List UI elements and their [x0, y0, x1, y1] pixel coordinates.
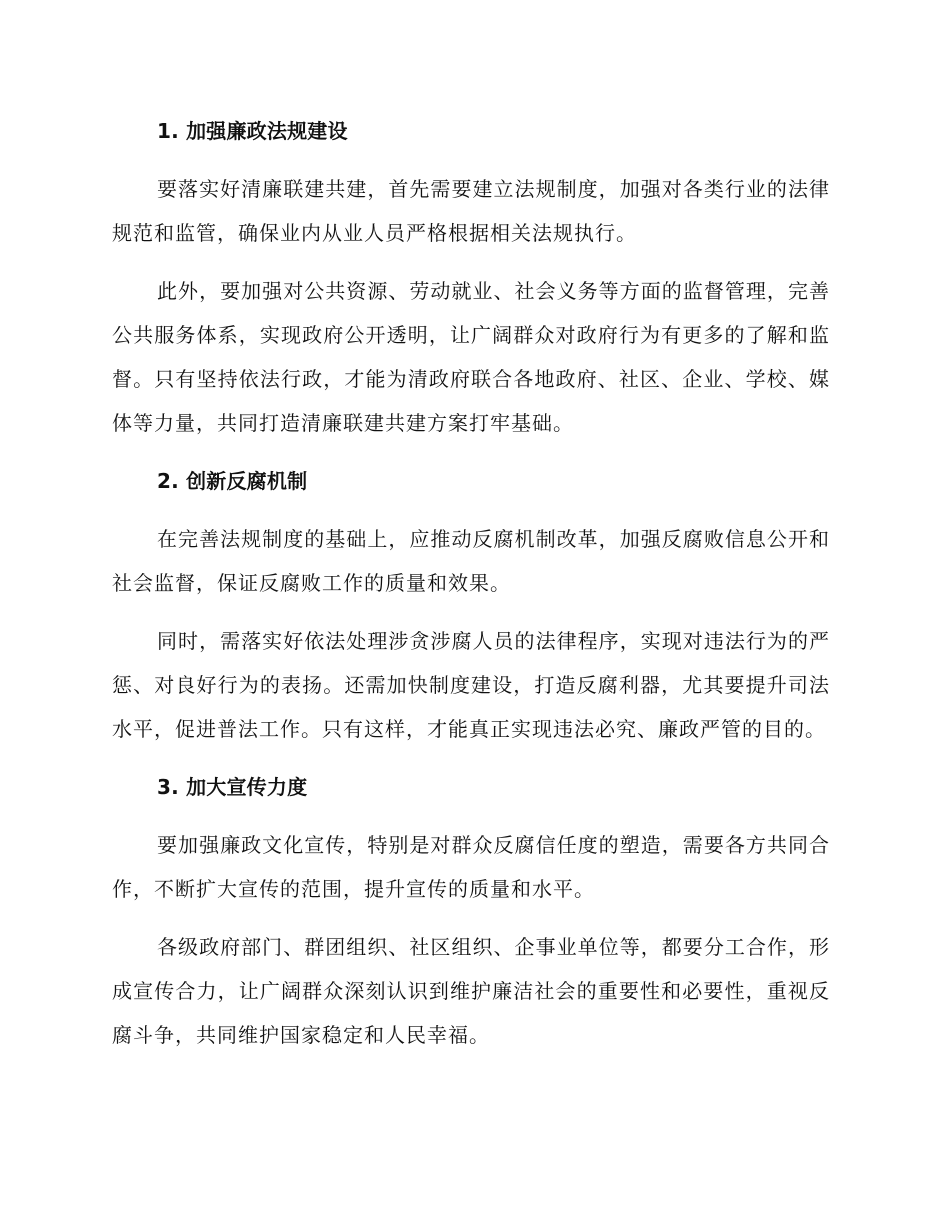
section-1-paragraph-1: 要落实好清廉联建共建，首先需要建立法规制度，加强对各类行业的法律规范和监管，确保业内从业人员严格根据相关法规执行。: [112, 177, 830, 245]
section-heading-2: 2. 创新反腐机制: [157, 469, 308, 493]
section-3-paragraph-1: 要加强廉政文化宣传，特别是对群众反腐信任度的塑造，需要各方共同合作，不断扩大宣传的范围，提升宣传的质量和水平。: [112, 833, 830, 901]
section-1-paragraph-2: 此外，要加强对公共资源、劳动就业、社会义务等方面的监督管理，完善公共服务体系，实现政府公开透明，让广阔群众对政府行为有更多的了解和监督。只有坚持依法行政，才能为清政府联合各地政府、社区、企业、学校、媒体等力量，共同打造清廉联建共建方案打牢基础。: [112, 279, 830, 435]
section-heading-3: 3. 加大宣传力度: [157, 775, 308, 799]
document-body: [112, 109, 830, 1057]
section-heading-1: 1. 加强廉政法规建设: [157, 119, 348, 143]
section-3-paragraph-2: 各级政府部门、群团组织、社区组织、企事业单位等，都要分工合作，形成宣传合力，让广阔群众深刻认识到维护廉洁社会的重要性和必要性，重视反腐斗争，共同维护国家稳定和人民幸福。: [112, 935, 830, 1047]
section-2-paragraph-1: 在完善法规制度的基础上，应推动反腐机制改革，加强反腐败信息公开和社会监督，保证反腐败工作的质量和效果。: [112, 527, 830, 595]
section-2-paragraph-2: 同时，需落实好依法处理涉贪涉腐人员的法律程序，实现对违法行为的严惩、对良好行为的表扬。还需加快制度建设，打造反腐利器，尤其要提升司法水平，促进普法工作。只有这样，才能真正实现违法必究、廉政严管的目的。: [112, 629, 830, 741]
